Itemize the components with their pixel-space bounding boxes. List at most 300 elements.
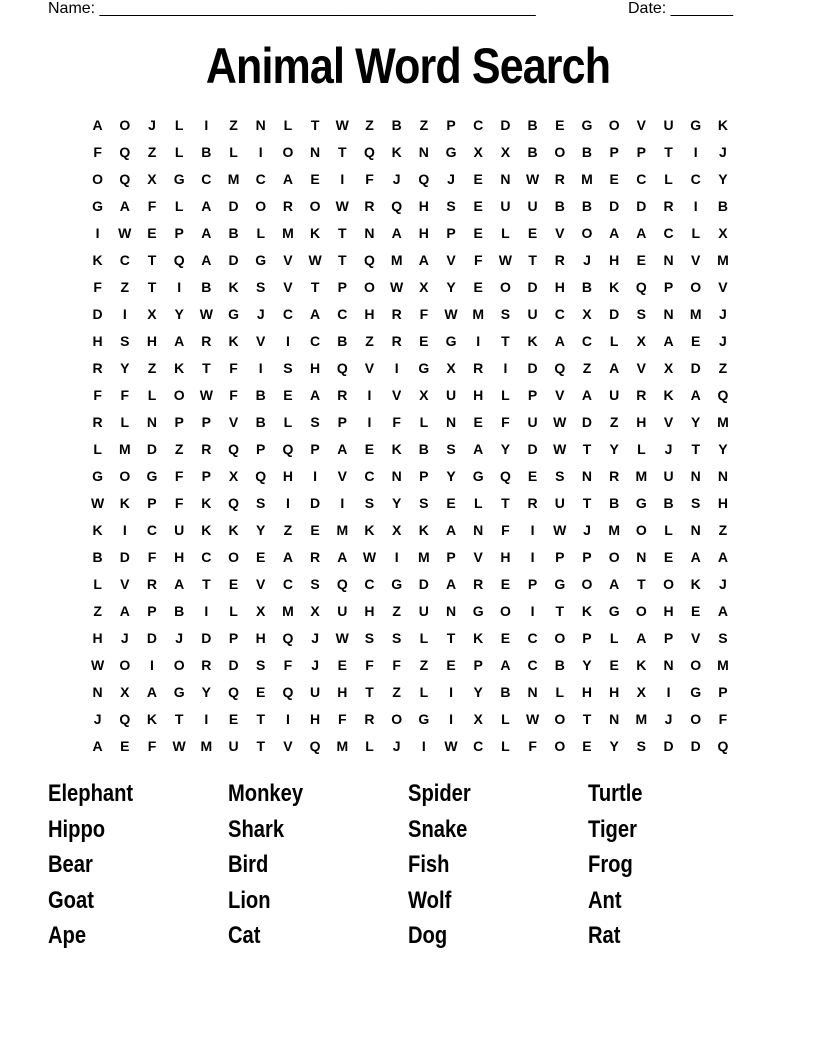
- grid-letter[interactable]: R: [201, 441, 212, 457]
- grid-letter[interactable]: R: [609, 468, 620, 484]
- grid-letter[interactable]: Y: [691, 414, 701, 430]
- grid-letter[interactable]: T: [338, 144, 347, 160]
- grid-letter[interactable]: V: [228, 414, 239, 430]
- grid-letter[interactable]: B: [554, 198, 565, 214]
- grid-letter[interactable]: J: [256, 306, 265, 322]
- grid-letter[interactable]: V: [636, 360, 647, 376]
- grid-letter[interactable]: I: [340, 495, 345, 511]
- grid-letter[interactable]: E: [691, 603, 701, 619]
- grid-letter[interactable]: O: [499, 279, 511, 295]
- grid-letter[interactable]: K: [228, 333, 239, 349]
- grid-letter[interactable]: K: [92, 522, 103, 538]
- grid-letter[interactable]: H: [663, 603, 674, 619]
- grid-letter[interactable]: L: [419, 414, 429, 430]
- grid-letter[interactable]: A: [282, 171, 293, 187]
- grid-letter[interactable]: L: [365, 738, 374, 754]
- grid-letter[interactable]: E: [500, 630, 511, 646]
- grid-letter[interactable]: F: [229, 387, 238, 403]
- grid-letter[interactable]: Y: [446, 468, 456, 484]
- grid-letter[interactable]: W: [553, 522, 567, 538]
- grid-letter[interactable]: O: [173, 657, 185, 673]
- grid-letter[interactable]: I: [476, 333, 481, 349]
- grid-letter[interactable]: Z: [582, 360, 592, 376]
- grid-letter[interactable]: X: [419, 387, 429, 403]
- grid-letter[interactable]: K: [228, 279, 239, 295]
- grid-letter[interactable]: P: [582, 630, 592, 646]
- grid-letter[interactable]: B: [391, 117, 402, 133]
- grid-letter[interactable]: W: [90, 657, 105, 673]
- grid-letter[interactable]: A: [337, 441, 348, 457]
- grid-letter[interactable]: C: [473, 117, 484, 133]
- grid-letter[interactable]: L: [555, 684, 565, 700]
- grid-letter[interactable]: E: [419, 333, 429, 349]
- grid-letter[interactable]: T: [555, 603, 565, 619]
- grid-letter[interactable]: T: [664, 144, 673, 160]
- grid-letter[interactable]: R: [92, 360, 103, 376]
- grid-letter[interactable]: W: [308, 252, 322, 268]
- grid-letter[interactable]: Y: [582, 657, 592, 673]
- grid-letter[interactable]: N: [418, 144, 429, 160]
- grid-letter[interactable]: J: [447, 171, 455, 187]
- grid-letter[interactable]: L: [120, 414, 130, 430]
- grid-letter[interactable]: O: [690, 711, 702, 727]
- grid-letter[interactable]: L: [93, 441, 102, 457]
- grid-letter[interactable]: I: [258, 360, 263, 376]
- grid-letter[interactable]: C: [201, 549, 212, 565]
- grid-letter[interactable]: A: [445, 522, 457, 538]
- grid-letter[interactable]: R: [201, 657, 212, 673]
- grid-letter[interactable]: L: [256, 225, 265, 241]
- grid-letter[interactable]: F: [365, 657, 374, 673]
- grid-letter[interactable]: U: [609, 387, 620, 403]
- grid-letter[interactable]: C: [554, 306, 565, 322]
- grid-letter[interactable]: A: [636, 225, 647, 241]
- grid-letter[interactable]: S: [446, 441, 456, 457]
- grid-letter[interactable]: V: [337, 468, 347, 484]
- name-field[interactable]: Name: _________________________________________________: [48, 0, 536, 17]
- grid-letter[interactable]: G: [418, 360, 430, 376]
- grid-letter[interactable]: F: [501, 414, 510, 430]
- grid-letter[interactable]: G: [445, 144, 457, 160]
- grid-letter[interactable]: I: [285, 333, 290, 349]
- grid-letter[interactable]: O: [635, 522, 647, 538]
- grid-letter[interactable]: Z: [392, 603, 401, 619]
- grid-letter[interactable]: P: [228, 630, 239, 646]
- grid-letter[interactable]: W: [553, 441, 567, 457]
- grid-letter[interactable]: A: [337, 549, 348, 565]
- grid-letter[interactable]: V: [636, 117, 647, 133]
- grid-letter[interactable]: L: [664, 522, 673, 538]
- grid-letter[interactable]: A: [310, 387, 321, 403]
- grid-letter[interactable]: L: [609, 333, 619, 349]
- grid-letter[interactable]: S: [391, 630, 402, 646]
- grid-letter[interactable]: X: [147, 171, 157, 187]
- grid-letter[interactable]: I: [530, 549, 535, 565]
- grid-letter[interactable]: G: [690, 117, 702, 133]
- date-field[interactable]: Date: _______: [628, 0, 733, 17]
- grid-letter[interactable]: Z: [718, 360, 728, 376]
- grid-letter[interactable]: K: [364, 522, 375, 538]
- grid-letter[interactable]: Q: [282, 684, 294, 700]
- grid-letter[interactable]: P: [201, 414, 212, 430]
- grid-letter[interactable]: E: [527, 468, 538, 484]
- grid-letter[interactable]: N: [609, 711, 620, 727]
- grid-letter[interactable]: F: [338, 711, 347, 727]
- grid-letter[interactable]: P: [636, 144, 647, 160]
- grid-letter[interactable]: I: [340, 171, 345, 187]
- grid-letter[interactable]: Y: [256, 522, 266, 538]
- grid-letter[interactable]: K: [119, 495, 130, 511]
- grid-letter[interactable]: M: [390, 252, 403, 268]
- grid-letter[interactable]: I: [530, 522, 535, 538]
- grid-letter[interactable]: A: [609, 360, 620, 376]
- grid-letter[interactable]: M: [608, 522, 620, 538]
- grid-letter[interactable]: Q: [282, 630, 294, 646]
- grid-letter[interactable]: J: [311, 657, 319, 673]
- grid-letter[interactable]: Q: [391, 198, 403, 214]
- grid-letter[interactable]: F: [718, 711, 728, 727]
- grid-letter[interactable]: F: [93, 144, 102, 160]
- grid-letter[interactable]: D: [310, 495, 321, 511]
- grid-letter[interactable]: O: [554, 738, 566, 754]
- grid-letter[interactable]: E: [310, 171, 320, 187]
- grid-letter[interactable]: N: [690, 468, 701, 484]
- grid-letter[interactable]: O: [282, 144, 294, 160]
- grid-letter[interactable]: O: [608, 117, 620, 133]
- grid-letter[interactable]: P: [310, 441, 320, 457]
- grid-letter[interactable]: J: [583, 252, 591, 268]
- grid-letter[interactable]: F: [365, 171, 374, 187]
- grid-letter[interactable]: A: [609, 576, 620, 592]
- grid-letter[interactable]: P: [446, 549, 456, 565]
- grid-letter[interactable]: W: [90, 495, 105, 511]
- grid-letter[interactable]: F: [501, 522, 510, 538]
- grid-letter[interactable]: T: [256, 738, 265, 754]
- grid-letter[interactable]: J: [664, 711, 673, 727]
- grid-letter[interactable]: H: [609, 684, 620, 700]
- grid-letter[interactable]: S: [120, 333, 130, 349]
- grid-letter[interactable]: W: [172, 738, 186, 754]
- grid-letter[interactable]: E: [147, 225, 157, 241]
- grid-letter[interactable]: L: [609, 630, 619, 646]
- grid-letter[interactable]: Q: [717, 387, 729, 403]
- grid-letter[interactable]: S: [256, 279, 266, 295]
- grid-letter[interactable]: U: [500, 198, 511, 214]
- grid-letter[interactable]: S: [256, 657, 266, 673]
- grid-letter[interactable]: G: [690, 684, 702, 700]
- grid-letter[interactable]: R: [554, 171, 565, 187]
- grid-letter[interactable]: I: [693, 198, 698, 214]
- grid-letter[interactable]: T: [174, 711, 184, 727]
- grid-letter[interactable]: K: [310, 225, 321, 241]
- grid-letter[interactable]: S: [256, 495, 266, 511]
- grid-letter[interactable]: Y: [201, 684, 212, 700]
- grid-letter[interactable]: J: [392, 171, 401, 187]
- grid-letter[interactable]: S: [500, 306, 511, 322]
- grid-letter[interactable]: D: [663, 738, 674, 754]
- grid-letter[interactable]: C: [282, 306, 293, 322]
- grid-letter[interactable]: Q: [309, 738, 321, 754]
- grid-letter[interactable]: B: [255, 414, 266, 430]
- grid-letter[interactable]: V: [120, 576, 130, 592]
- grid-letter[interactable]: E: [636, 252, 647, 268]
- grid-letter[interactable]: D: [228, 198, 239, 214]
- grid-letter[interactable]: Q: [336, 360, 348, 376]
- grid-letter[interactable]: B: [554, 657, 565, 673]
- grid-letter[interactable]: M: [336, 738, 349, 754]
- grid-letter[interactable]: X: [636, 684, 647, 700]
- grid-letter[interactable]: Y: [391, 495, 402, 511]
- grid-letter[interactable]: E: [256, 549, 266, 565]
- grid-letter[interactable]: D: [146, 441, 158, 457]
- grid-letter[interactable]: H: [92, 333, 103, 349]
- grid-letter[interactable]: N: [445, 603, 457, 619]
- grid-letter[interactable]: T: [446, 630, 456, 646]
- grid-letter[interactable]: D: [527, 360, 538, 376]
- grid-letter[interactable]: F: [528, 738, 537, 754]
- grid-letter[interactable]: Y: [446, 279, 456, 295]
- grid-letter[interactable]: V: [446, 252, 456, 268]
- grid-letter[interactable]: N: [310, 144, 321, 160]
- grid-letter[interactable]: C: [527, 630, 538, 646]
- grid-letter[interactable]: O: [119, 117, 131, 133]
- grid-letter[interactable]: A: [92, 738, 103, 754]
- grid-letter[interactable]: T: [637, 576, 646, 592]
- grid-letter[interactable]: M: [336, 522, 349, 538]
- grid-letter[interactable]: J: [120, 630, 129, 646]
- grid-letter[interactable]: A: [500, 657, 511, 673]
- grid-letter[interactable]: G: [173, 684, 185, 700]
- grid-letter[interactable]: W: [118, 225, 132, 241]
- grid-letter[interactable]: H: [500, 549, 511, 565]
- grid-letter[interactable]: V: [718, 279, 728, 295]
- grid-letter[interactable]: G: [146, 468, 158, 484]
- grid-letter[interactable]: H: [364, 306, 375, 322]
- grid-letter[interactable]: E: [120, 738, 130, 754]
- grid-letter[interactable]: D: [201, 630, 212, 646]
- grid-letter[interactable]: K: [636, 657, 647, 673]
- grid-letter[interactable]: G: [472, 603, 484, 619]
- grid-letter[interactable]: C: [282, 576, 293, 592]
- grid-letter[interactable]: P: [663, 630, 674, 646]
- grid-letter[interactable]: Z: [229, 117, 238, 133]
- grid-letter[interactable]: W: [390, 279, 404, 295]
- grid-letter[interactable]: Q: [364, 252, 375, 268]
- grid-letter[interactable]: D: [690, 360, 701, 376]
- grid-letter[interactable]: Y: [609, 738, 619, 754]
- grid-letter[interactable]: B: [201, 144, 212, 160]
- grid-letter[interactable]: H: [473, 387, 484, 403]
- grid-letter[interactable]: Z: [93, 603, 102, 619]
- grid-letter[interactable]: I: [530, 603, 535, 619]
- grid-letter[interactable]: N: [364, 225, 375, 241]
- grid-letter[interactable]: L: [174, 117, 184, 133]
- grid-letter[interactable]: R: [282, 198, 293, 214]
- grid-letter[interactable]: L: [473, 495, 483, 511]
- grid-letter[interactable]: A: [690, 387, 701, 403]
- grid-letter[interactable]: Q: [173, 252, 185, 268]
- grid-letter[interactable]: L: [501, 711, 510, 727]
- grid-letter[interactable]: P: [174, 225, 184, 241]
- grid-letter[interactable]: S: [310, 576, 320, 592]
- grid-letter[interactable]: O: [255, 198, 267, 214]
- grid-letter[interactable]: T: [338, 252, 347, 268]
- grid-letter[interactable]: T: [582, 495, 592, 511]
- grid-letter[interactable]: Q: [228, 441, 239, 457]
- grid-letter[interactable]: S: [691, 495, 701, 511]
- grid-letter[interactable]: H: [636, 414, 647, 430]
- grid-letter[interactable]: X: [636, 333, 647, 349]
- grid-letter[interactable]: E: [473, 171, 483, 187]
- grid-letter[interactable]: H: [364, 603, 375, 619]
- grid-letter[interactable]: T: [338, 225, 347, 241]
- grid-letter[interactable]: K: [228, 522, 239, 538]
- grid-letter[interactable]: C: [364, 576, 375, 592]
- grid-letter[interactable]: P: [446, 117, 456, 133]
- grid-letter[interactable]: N: [146, 414, 158, 430]
- grid-letter[interactable]: E: [228, 576, 239, 592]
- grid-letter[interactable]: I: [367, 414, 372, 430]
- grid-letter[interactable]: I: [122, 306, 127, 322]
- grid-letter[interactable]: V: [256, 333, 266, 349]
- grid-letter[interactable]: U: [554, 495, 565, 511]
- grid-letter[interactable]: L: [691, 225, 700, 241]
- grid-letter[interactable]: I: [503, 360, 508, 376]
- grid-letter[interactable]: I: [394, 360, 399, 376]
- grid-letter[interactable]: L: [501, 738, 510, 754]
- grid-letter[interactable]: O: [228, 549, 239, 565]
- grid-letter[interactable]: J: [311, 630, 319, 646]
- grid-letter[interactable]: B: [255, 387, 266, 403]
- grid-letter[interactable]: P: [582, 549, 592, 565]
- grid-letter[interactable]: U: [527, 198, 538, 214]
- grid-letter[interactable]: T: [365, 684, 374, 700]
- grid-letter[interactable]: B: [500, 684, 511, 700]
- grid-letter[interactable]: L: [419, 684, 429, 700]
- grid-letter[interactable]: H: [337, 684, 348, 700]
- grid-letter[interactable]: X: [391, 522, 402, 538]
- grid-letter[interactable]: T: [147, 279, 157, 295]
- grid-letter[interactable]: P: [337, 414, 347, 430]
- grid-letter[interactable]: S: [636, 738, 647, 754]
- grid-letter[interactable]: E: [555, 117, 565, 133]
- grid-letter[interactable]: C: [663, 225, 674, 241]
- grid-letter[interactable]: U: [527, 414, 538, 430]
- grid-letter[interactable]: G: [418, 711, 430, 727]
- grid-letter[interactable]: D: [636, 198, 647, 214]
- grid-letter[interactable]: S: [364, 495, 375, 511]
- grid-letter[interactable]: A: [663, 333, 674, 349]
- grid-letter[interactable]: C: [473, 738, 484, 754]
- grid-letter[interactable]: I: [177, 279, 182, 295]
- grid-letter[interactable]: I: [285, 495, 290, 511]
- grid-letter[interactable]: G: [554, 576, 566, 592]
- grid-letter[interactable]: A: [554, 333, 565, 349]
- grid-letter[interactable]: B: [174, 603, 185, 619]
- grid-letter[interactable]: P: [147, 603, 157, 619]
- grid-letter[interactable]: A: [201, 252, 212, 268]
- grid-letter[interactable]: Y: [609, 441, 619, 457]
- grid-letter[interactable]: G: [635, 495, 647, 511]
- grid-letter[interactable]: L: [93, 576, 102, 592]
- grid-letter[interactable]: K: [201, 522, 212, 538]
- grid-letter[interactable]: T: [528, 252, 537, 268]
- grid-letter[interactable]: Q: [336, 576, 348, 592]
- grid-letter[interactable]: F: [120, 387, 130, 403]
- grid-letter[interactable]: K: [391, 144, 402, 160]
- grid-letter[interactable]: E: [364, 441, 375, 457]
- grid-letter[interactable]: F: [419, 306, 429, 322]
- grid-letter[interactable]: B: [581, 198, 593, 214]
- grid-letter[interactable]: Q: [119, 711, 131, 727]
- grid-letter[interactable]: I: [666, 684, 671, 700]
- grid-letter[interactable]: K: [690, 576, 701, 592]
- grid-letter[interactable]: S: [555, 468, 565, 484]
- grid-letter[interactable]: K: [473, 630, 484, 646]
- grid-letter[interactable]: Q: [255, 468, 267, 484]
- grid-letter[interactable]: M: [635, 468, 648, 484]
- grid-letter[interactable]: X: [582, 306, 592, 322]
- grid-letter[interactable]: L: [664, 171, 673, 187]
- grid-letter[interactable]: L: [637, 441, 646, 457]
- grid-letter[interactable]: H: [554, 279, 565, 295]
- grid-letter[interactable]: Q: [119, 144, 131, 160]
- grid-letter[interactable]: B: [581, 279, 593, 295]
- grid-letter[interactable]: T: [202, 576, 211, 592]
- grid-letter[interactable]: N: [636, 549, 647, 565]
- grid-letter[interactable]: W: [362, 549, 377, 565]
- grid-letter[interactable]: Z: [147, 144, 157, 160]
- grid-letter[interactable]: X: [473, 711, 483, 727]
- grid-letter[interactable]: Q: [635, 279, 647, 295]
- grid-letter[interactable]: O: [663, 576, 674, 592]
- grid-letter[interactable]: T: [310, 279, 320, 295]
- grid-letter[interactable]: M: [717, 414, 729, 430]
- grid-letter[interactable]: D: [690, 738, 701, 754]
- grid-letter[interactable]: B: [228, 225, 239, 241]
- grid-letter[interactable]: P: [201, 468, 212, 484]
- grid-letter[interactable]: K: [418, 522, 429, 538]
- grid-letter[interactable]: O: [608, 549, 620, 565]
- grid-letter[interactable]: W: [498, 252, 513, 268]
- grid-letter[interactable]: Z: [392, 684, 401, 700]
- grid-letter[interactable]: F: [392, 657, 401, 673]
- grid-letter[interactable]: F: [93, 279, 102, 295]
- grid-letter[interactable]: U: [663, 468, 674, 484]
- grid-letter[interactable]: I: [449, 684, 453, 700]
- grid-letter[interactable]: V: [256, 576, 266, 592]
- grid-letter[interactable]: O: [119, 657, 131, 673]
- grid-letter[interactable]: H: [255, 630, 266, 646]
- grid-letter[interactable]: A: [391, 225, 402, 241]
- grid-letter[interactable]: D: [418, 576, 429, 592]
- grid-letter[interactable]: Q: [554, 360, 566, 376]
- grid-letter[interactable]: H: [92, 630, 103, 646]
- grid-letter[interactable]: I: [122, 522, 127, 538]
- grid-letter[interactable]: F: [174, 468, 184, 484]
- grid-letter[interactable]: R: [146, 576, 158, 592]
- grid-letter[interactable]: L: [229, 603, 238, 619]
- grid-letter[interactable]: U: [337, 603, 348, 619]
- grid-letter[interactable]: K: [663, 387, 674, 403]
- grid-letter[interactable]: E: [663, 549, 674, 565]
- grid-letter[interactable]: O: [119, 468, 131, 484]
- grid-letter[interactable]: W: [444, 738, 458, 754]
- grid-letter[interactable]: Z: [609, 414, 619, 430]
- grid-letter[interactable]: F: [147, 549, 157, 565]
- grid-letter[interactable]: O: [581, 576, 593, 592]
- grid-letter[interactable]: E: [337, 657, 347, 673]
